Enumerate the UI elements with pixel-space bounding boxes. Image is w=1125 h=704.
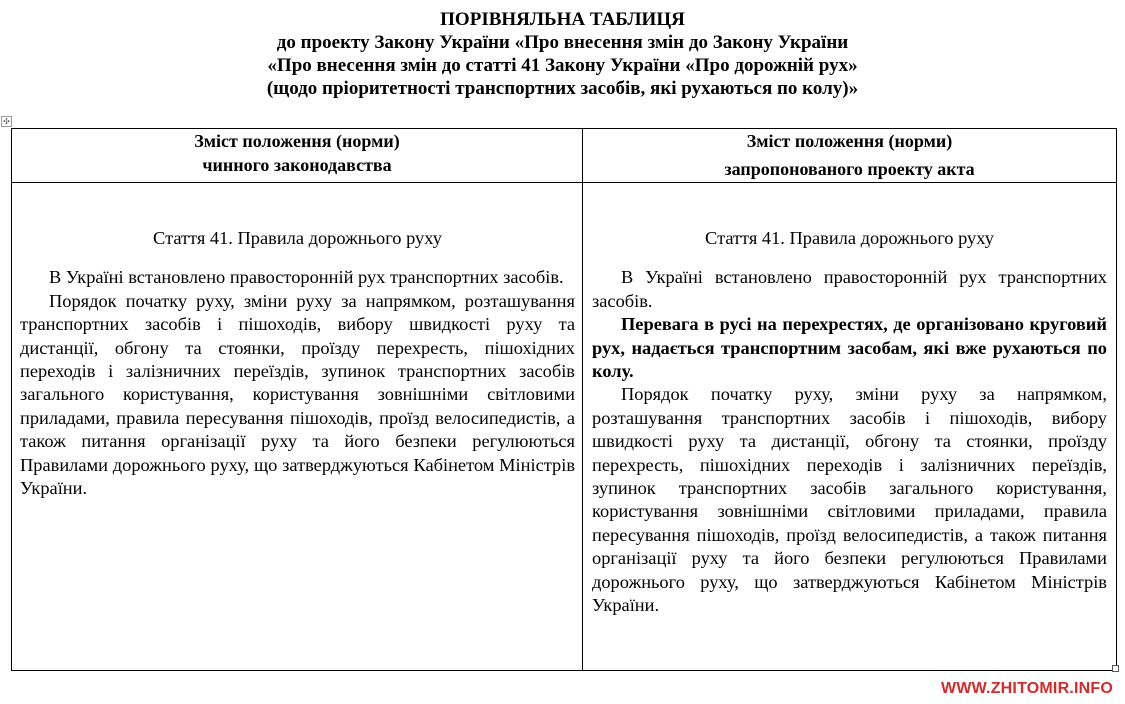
header-current-law-line2: чинного законодавства (202, 155, 392, 175)
left-paragraph-1: В Україні встановлено правосторонній рух транспортних засобів. (49, 267, 564, 288)
header-proposed-act (583, 129, 1117, 183)
title-line-4: (щодо пріоритетності транспортних засобів, які рухаються по колу)» (266, 78, 859, 99)
title-line-1: ПОРІВНЯЛЬНА ТАБЛИЦЯ (440, 9, 685, 30)
left-article-title: Стаття 41. Правила дорожнього руху (153, 228, 442, 248)
cell-current-law (12, 183, 583, 671)
table-resize-handle-icon[interactable] (1112, 665, 1119, 672)
watermark: WWW.ZHITOMIR.INFO (941, 680, 1113, 697)
right-paragraph-new-bold: Перевага в русі на перехрестях, де організовано круговий рух, надається транспортним засобам, які вже рухаються по колу. (592, 314, 1107, 382)
title-line-3: «Про внесення змін до статті 41 Закону України «Про дорожній рух» (267, 55, 858, 76)
right-paragraph-1: В Україні встановлено правосторонній рух транспортних засобів. (592, 267, 1107, 311)
document-title (0, 8, 1125, 100)
comparison-table (11, 128, 1117, 671)
table-header-row (12, 129, 1117, 183)
header-current-law (12, 129, 583, 183)
header-proposed-act-line2: запропонованого проекту акта (724, 159, 975, 179)
cell-proposed-act (583, 183, 1117, 671)
right-article-title: Стаття 41. Правила дорожнього руху (705, 228, 994, 248)
table-body-row (12, 183, 1117, 671)
left-paragraph-2: Порядок початку руху, зміни руху за напрямком, розташування транспортних засобів і пішоходів, вибору швидкості руху та дистанції, обгону та стоянки, проїзду перехресть, пішохідних переходів і залізничних переїздів, зупинок транспортних засобів загального користування, користування зовнішніми світловими приладами, правила пересування пішоходів, проїзд велосипедистів, а також питання організації руху та його безпеки регулюються Правилами дорожнього руху, що затверджуються Кабінетом Міністрів України. (20, 290, 575, 499)
table-move-handle-icon[interactable]: ✣ (1, 116, 12, 127)
header-proposed-act-line1: Зміст положення (норми) (746, 131, 953, 151)
header-current-law-line1: Зміст положення (норми) (194, 131, 400, 151)
title-line-2: до проекту Закону України «Про внесення змін до Закону України (276, 32, 849, 53)
right-paragraph-2: Порядок початку руху, зміни руху за напрямком, розташування транспортних засобів і пішоходів, вибору швидкості руху та дистанції, обгону та стоянки, проїзду перехресть, пішохідних переходів і залізничних переїздів, зупинок транспортних засобів загального користування, користування зовнішніми світловими приладами, правила пересування пішоходів, проїзд велосипедистів, а також питання організації руху та його безпеки регулюються Правилами дорожнього руху, що затверджуються Кабінетом Міністрів України. (592, 384, 1107, 616)
